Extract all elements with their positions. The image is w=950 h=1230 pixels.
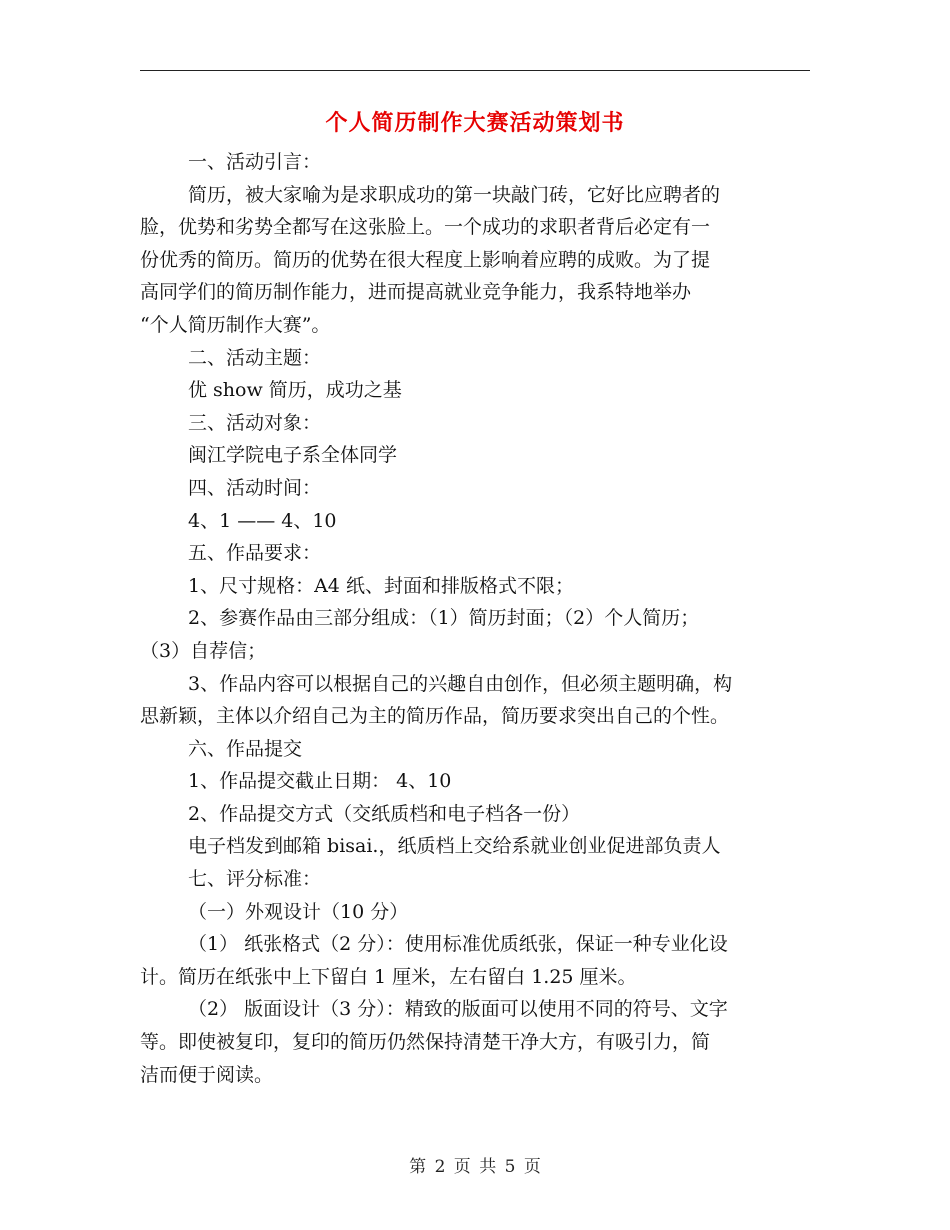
body-line: 五、作品要求： <box>188 542 322 565</box>
body-line: 一、活动引言： <box>188 151 322 173</box>
body-line: “个人简历制作大赛”。 <box>140 313 331 336</box>
body-line: 计。简历在纸张中上下留白 1 厘米，左右留白 1.25 厘米。 <box>140 965 637 988</box>
body-line: （1） 纸张格式（2 分）：使用标准优质纸张，保证一种专业化设 <box>188 933 728 956</box>
body-line: 三、活动对象： <box>188 411 322 434</box>
body-line: 高同学们的简历制作能力，进而提高就业竞争能力，我系特地举办 <box>140 281 692 304</box>
body-line: 七、评分标准： <box>188 868 322 891</box>
body-line: 2、参赛作品由三部分组成：（1）简历封面；（2）个人简历； <box>188 607 700 630</box>
body-line: 四、活动时间： <box>188 476 322 499</box>
body-line: 六、作品提交 <box>188 737 303 760</box>
body-line: 2、作品提交方式（交纸质档和电子档各一份） <box>188 802 581 825</box>
body-line: 1、作品提交截止日期： 4、10 <box>188 770 452 793</box>
body-line: 3、作品内容可以根据自己的兴趣自由创作，但必须主题明确，构 <box>188 672 733 695</box>
body-line: （一）外观设计（10 分） <box>188 900 409 923</box>
body-line: 脸，优势和劣势全都写在这张脸上。一个成功的求职者背后必定有一 <box>140 216 711 239</box>
body-line: 闽江学院电子系全体同学 <box>188 444 398 467</box>
body-line: 思新颖，主体以介绍自己为主的简历作品，简历要求突出自己的个性。 <box>140 705 730 728</box>
document-body <box>140 146 810 1091</box>
body-line: 4、1 —— 4、10 <box>188 509 337 532</box>
body-line: （3）自荐信； <box>140 639 267 662</box>
header-rule <box>140 70 810 71</box>
body-line: 份优秀的简历。简历的优势在很大程度上影响着应聘的成败。为了提 <box>140 248 711 271</box>
body-line: 二、活动主题： <box>188 346 322 369</box>
body-line: （2） 版面设计（3 分）：精致的版面可以使用不同的符号、文字 <box>188 998 728 1021</box>
body-line: 等。即使被复印，复印的简历仍然保持清楚干净大方，有吸引力，简 <box>140 1031 711 1054</box>
document-title: 个人简历制作大赛活动策划书 <box>325 110 625 136</box>
body-line: 简历，被大家喻为是求职成功的第一块敲门砖，它好比应聘者的 <box>188 183 721 206</box>
body-line: 1、尺寸规格：A4 纸、封面和排版格式不限； <box>188 574 574 597</box>
body-line: 洁而便于阅读。 <box>140 1063 274 1086</box>
body-line: 电子档发到邮箱 bisai.，纸质档上交给系就业创业促进部负责人 <box>188 835 721 858</box>
body-line: 优 show 简历，成功之基 <box>188 379 402 402</box>
page-footer: 第 2 页 共 5 页 <box>409 1157 541 1177</box>
